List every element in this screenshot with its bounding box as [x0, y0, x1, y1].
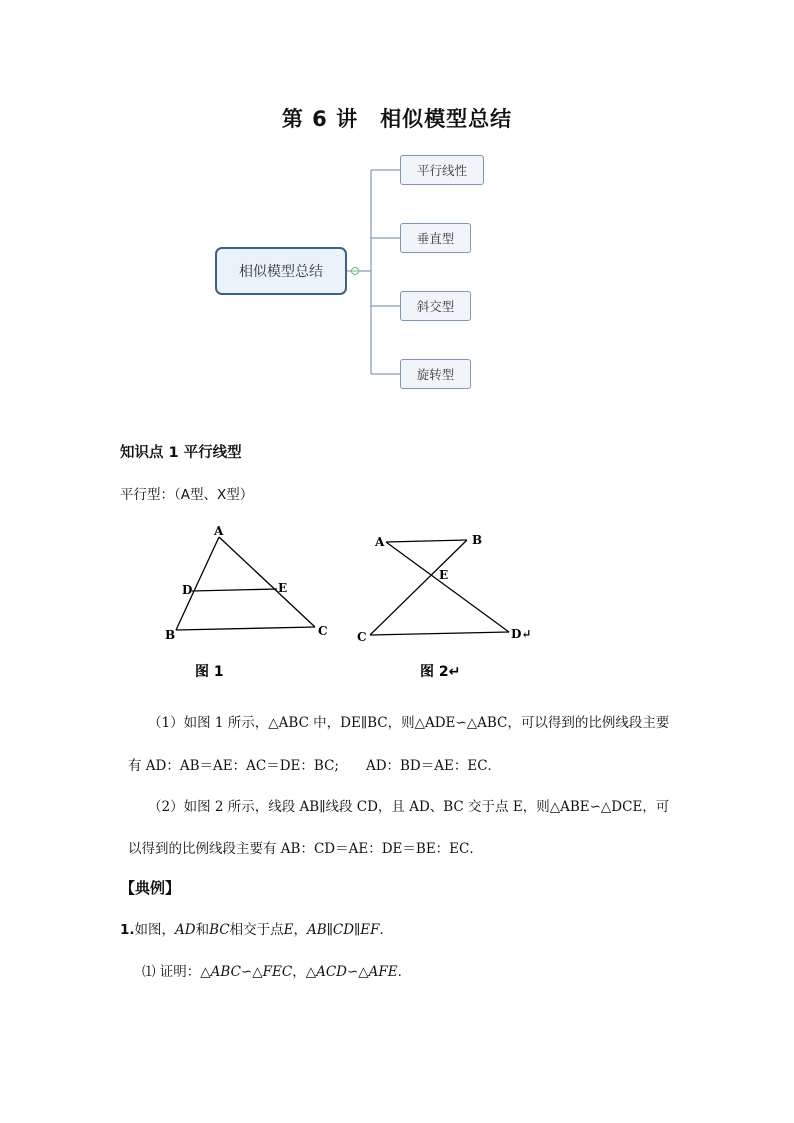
- question-1-math: AB∥CD∥EF: [306, 922, 380, 938]
- question-1-text: 如图，: [134, 922, 176, 938]
- fig2-label-d: D↵: [511, 627, 532, 641]
- question-1-text: ，: [293, 922, 307, 938]
- fig1-label-e: E: [278, 581, 288, 595]
- question-1-math: E: [283, 922, 294, 938]
- figure-2-hourglass: [350, 518, 550, 688]
- figure-1-triangle: [155, 518, 355, 688]
- paragraph-1-line-1: （1）如图 1 所示，△ABC 中，DE∥BC，则△ADE∽△ABC，可以得到的比例线段主要: [148, 715, 670, 731]
- section-heading: 知识点 1 平行线型: [120, 445, 242, 461]
- fig1-label-a: A: [214, 524, 224, 538]
- fig2-label-e: E: [439, 568, 449, 582]
- page-title: 第 6 讲 相似模型总结: [281, 107, 513, 131]
- part-1-text: ⑴ 证明：: [142, 964, 201, 980]
- mindmap-node-perpendicular: 垂直型: [400, 223, 471, 253]
- fig2-caption: 图 2↵: [420, 664, 461, 680]
- question-1-math: BC: [209, 922, 230, 938]
- mindmap-node-parallel: 平行线性: [400, 155, 484, 185]
- part-1-math: △ACD∽△AFE: [305, 964, 398, 980]
- mindmap-center-node: 相似模型总结: [215, 247, 347, 295]
- example-heading: 【典例】: [120, 879, 181, 897]
- fig1-caption: 图 1: [195, 664, 224, 680]
- fig1-label-d: D: [182, 583, 193, 597]
- question-1-number: 1.: [120, 922, 135, 938]
- mindmap-node-oblique: 斜交型: [400, 291, 471, 321]
- mindmap-connectors: [0, 0, 794, 420]
- fig1-label-b: B: [165, 628, 176, 642]
- question-1-part-1: [142, 960, 402, 980]
- fig2-label-c: C: [357, 630, 367, 644]
- question-1: [120, 918, 384, 938]
- fig2-label-b: B: [472, 533, 483, 547]
- mindmap-node-rotation: 旋转型: [400, 359, 471, 389]
- question-1-text: 和: [195, 922, 210, 938]
- question-1-text: 相交于点: [229, 922, 284, 938]
- paragraph-1-line-2: 有 AD：AB＝AE：AC＝DE：BC; AD：BD＝AE：EC．: [128, 758, 502, 774]
- paragraph-2-line-1: （2）如图 2 所示，线段 AB∥线段 CD，且 AD、BC 交于点 E，则△ABE∽△DCE，可: [148, 799, 670, 815]
- paragraph-2-line-2: 以得到的比例线段主要有 AB：CD＝AE：DE＝BE：EC．: [128, 841, 483, 857]
- question-1-math: AD: [175, 922, 196, 938]
- part-1-text: .: [397, 964, 402, 980]
- part-1-text: ，: [292, 964, 306, 980]
- question-1-text: .: [379, 922, 384, 938]
- fig1-label-c: C: [318, 624, 328, 638]
- part-1-math: △ABC∽△FEC: [200, 964, 293, 980]
- section-subheading: 平行型：（A型、X型）: [120, 487, 254, 503]
- fig2-label-a: A: [375, 535, 385, 549]
